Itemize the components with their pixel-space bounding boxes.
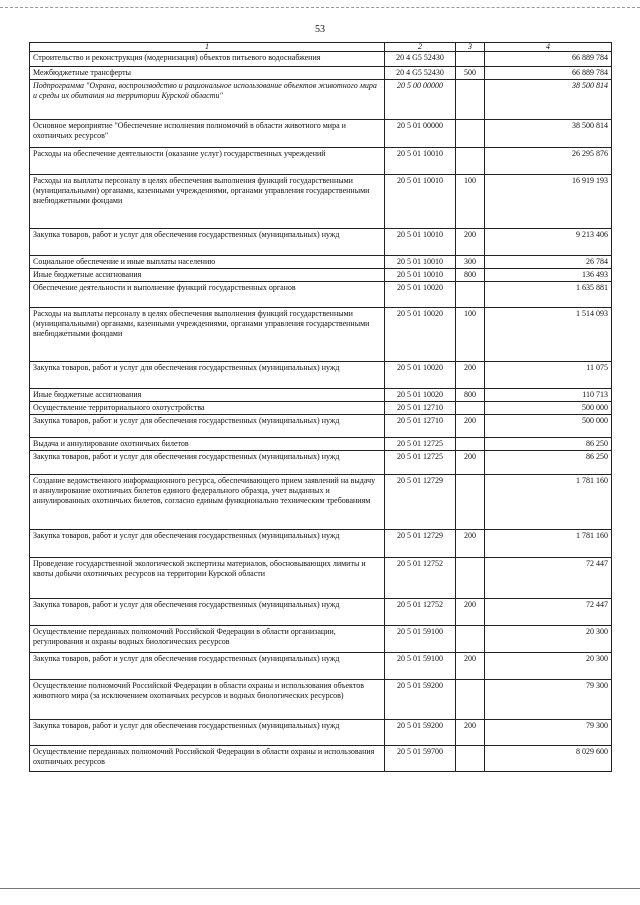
row-code: 20 5 01 59700 (385, 746, 456, 772)
row-vr (456, 402, 485, 415)
row-sum: 20 300 (485, 653, 612, 680)
row-sum: 79 300 (485, 680, 612, 720)
table-row (30, 282, 612, 308)
row-sum: 1 514 093 (485, 308, 612, 362)
row-name: Подпрограмма "Охрана, воспроизводство и рациональное использование объектов животного мира и среды их обитания на территории Курской области" (30, 80, 385, 120)
table-row (30, 475, 612, 530)
row-sum: 9 213 406 (485, 229, 612, 256)
row-sum: 1 781 160 (485, 530, 612, 558)
row-sum: 79 300 (485, 720, 612, 746)
row-code: 20 5 01 12729 (385, 475, 456, 530)
row-name: Осуществление территориального охотустройства (30, 402, 385, 415)
row-code: 20 5 01 12752 (385, 558, 456, 599)
row-name: Проведение государственной экологической экспертизы материалов, обосновывающих лимиты и квоты добычи охотничьих ресурсов на территории Курской области (30, 558, 385, 599)
row-vr: 200 (456, 362, 485, 389)
page-number: 53 (315, 24, 325, 35)
row-sum: 136 493 (485, 269, 612, 282)
row-code: 20 5 01 10010 (385, 148, 456, 175)
row-vr: 800 (456, 389, 485, 402)
row-sum: 72 447 (485, 599, 612, 626)
row-code: 20 5 01 10010 (385, 229, 456, 256)
row-sum: 86 250 (485, 438, 612, 451)
row-name: Обеспечение деятельности и выполнение функций государственных органов (30, 282, 385, 308)
row-vr: 200 (456, 229, 485, 256)
row-vr: 200 (456, 599, 485, 626)
row-sum: 86 250 (485, 451, 612, 475)
row-sum: 72 447 (485, 558, 612, 599)
row-sum: 66 889 784 (485, 67, 612, 80)
row-sum: 38 500 814 (485, 80, 612, 120)
row-code: 20 5 00 00000 (385, 80, 456, 120)
table-row (30, 175, 612, 229)
row-vr (456, 438, 485, 451)
table-row (30, 308, 612, 362)
row-name: Закупка товаров, работ и услуг для обеспечения государственных (муниципальных) нужд (30, 451, 385, 475)
row-name: Осуществление полномочий Российской Федерации в области охраны и использования объектов животного мира (за исключением охотничьих ресурсов и водных биологических ресурсов) (30, 680, 385, 720)
table-row (30, 653, 612, 680)
table-row (30, 229, 612, 256)
row-sum: 500 000 (485, 415, 612, 438)
row-sum: 8 029 600 (485, 746, 612, 772)
table-row (30, 680, 612, 720)
row-vr: 200 (456, 530, 485, 558)
table-row (30, 530, 612, 558)
table-row (30, 720, 612, 746)
row-code: 20 5 01 59200 (385, 680, 456, 720)
row-vr (456, 282, 485, 308)
table-row (30, 256, 612, 269)
row-vr: 300 (456, 256, 485, 269)
header-col-1: 1 (30, 43, 385, 52)
row-sum: 11 075 (485, 362, 612, 389)
row-code: 20 5 01 12725 (385, 451, 456, 475)
row-code: 20 5 01 00000 (385, 120, 456, 148)
table-row (30, 269, 612, 282)
row-sum: 16 919 193 (485, 175, 612, 229)
budget-table (29, 42, 612, 772)
table-row (30, 52, 612, 67)
row-sum: 20 300 (485, 626, 612, 653)
row-code: 20 5 01 10020 (385, 308, 456, 362)
row-sum: 38 500 814 (485, 120, 612, 148)
table-body (30, 52, 612, 772)
row-name: Строительство и реконструкция (модернизация) объектов питьевого водоснабжения (30, 52, 385, 67)
row-vr (456, 148, 485, 175)
row-name: Иные бюджетные ассигнования (30, 269, 385, 282)
row-code: 20 5 01 12710 (385, 402, 456, 415)
row-name: Расходы на выплаты персоналу в целях обеспечения выполнения функций государственными (муниципальными) органами, казенными учреждениями, органами управления государственными внебюджетными фондами (30, 308, 385, 362)
header-col-3: 3 (456, 43, 485, 52)
row-code: 20 5 01 10010 (385, 256, 456, 269)
scan-edge-top (0, 7, 640, 8)
row-name: Выдача и аннулирование охотничьих билетов (30, 438, 385, 451)
row-sum: 1 635 881 (485, 282, 612, 308)
row-code: 20 5 01 10020 (385, 389, 456, 402)
table-row (30, 626, 612, 653)
row-name: Межбюджетные трансферты (30, 67, 385, 80)
row-vr (456, 746, 485, 772)
row-name: Закупка товаров, работ и услуг для обеспечения государственных (муниципальных) нужд (30, 415, 385, 438)
header-col-2: 2 (385, 43, 456, 52)
row-sum: 66 889 784 (485, 52, 612, 67)
row-vr: 800 (456, 269, 485, 282)
row-name: Создание ведомственного информационного ресурса, обеспечивающего прием заявлений на выдачу и аннулирование охотничьих билетов единого федерального образца, учет выданных и аннулированных охотничьих билетов, согласно единым функционально техническим требованиям (30, 475, 385, 530)
row-code: 20 5 01 10010 (385, 269, 456, 282)
row-code: 20 5 01 10020 (385, 362, 456, 389)
row-code: 20 4 G5 52430 (385, 67, 456, 80)
row-vr: 500 (456, 67, 485, 80)
row-vr (456, 680, 485, 720)
table-row (30, 599, 612, 626)
table-row (30, 402, 612, 415)
row-name: Закупка товаров, работ и услуг для обеспечения государственных (муниципальных) нужд (30, 720, 385, 746)
row-name: Закупка товаров, работ и услуг для обеспечения государственных (муниципальных) нужд (30, 362, 385, 389)
table-row (30, 80, 612, 120)
row-name: Закупка товаров, работ и услуг для обеспечения государственных (муниципальных) нужд (30, 530, 385, 558)
table-row (30, 746, 612, 772)
table-row (30, 558, 612, 599)
row-vr: 200 (456, 451, 485, 475)
table-row (30, 362, 612, 389)
row-code: 20 5 01 12725 (385, 438, 456, 451)
row-code: 20 5 01 59100 (385, 653, 456, 680)
row-name: Осуществление переданных полномочий Российской Федерации в области организации, регулирования и охраны водных биологических ресурсов (30, 626, 385, 653)
row-vr: 100 (456, 308, 485, 362)
row-name: Социальное обеспечение и иные выплаты населению (30, 256, 385, 269)
row-sum: 500 000 (485, 402, 612, 415)
row-sum: 26 295 876 (485, 148, 612, 175)
row-sum: 26 784 (485, 256, 612, 269)
row-code: 20 5 01 59100 (385, 626, 456, 653)
row-name: Закупка товаров, работ и услуг для обеспечения государственных (муниципальных) нужд (30, 599, 385, 626)
row-code: 20 4 G5 52430 (385, 52, 456, 67)
row-vr: 200 (456, 720, 485, 746)
row-code: 20 5 01 10020 (385, 282, 456, 308)
row-sum: 1 781 160 (485, 475, 612, 530)
row-name: Осуществление переданных полномочий Российской Федерации в области охраны и использования охотничьих ресурсов (30, 746, 385, 772)
row-name: Расходы на обеспечение деятельности (оказание услуг) государственных учреждений (30, 148, 385, 175)
row-vr (456, 626, 485, 653)
row-code: 20 5 01 59200 (385, 720, 456, 746)
row-name: Закупка товаров, работ и услуг для обеспечения государственных (муниципальных) нужд (30, 653, 385, 680)
row-vr: 200 (456, 415, 485, 438)
row-code: 20 5 01 12710 (385, 415, 456, 438)
row-code: 20 5 01 12729 (385, 530, 456, 558)
row-vr: 100 (456, 175, 485, 229)
header-row (30, 43, 612, 52)
row-name: Основное мероприятие "Обеспечение исполнения полномочий в области животного мира и охотничьих ресурсов" (30, 120, 385, 148)
row-vr (456, 475, 485, 530)
row-sum: 110 713 (485, 389, 612, 402)
table-row (30, 67, 612, 80)
row-vr (456, 52, 485, 67)
row-vr (456, 80, 485, 120)
header-col-4: 4 (485, 43, 612, 52)
row-vr: 200 (456, 653, 485, 680)
table-row (30, 120, 612, 148)
table-row (30, 415, 612, 438)
row-name: Расходы на выплаты персоналу в целях обеспечения выполнения функций государственными (муниципальными) органами, казенными учреждениями, органами управления государственными внебюджетными фондами (30, 175, 385, 229)
row-code: 20 5 01 12752 (385, 599, 456, 626)
table-row (30, 438, 612, 451)
row-vr (456, 120, 485, 148)
scan-edge-bottom (0, 888, 640, 889)
table-row (30, 389, 612, 402)
row-name: Иные бюджетные ассигнования (30, 389, 385, 402)
table-row (30, 148, 612, 175)
row-vr (456, 558, 485, 599)
table-row (30, 451, 612, 475)
row-name: Закупка товаров, работ и услуг для обеспечения государственных (муниципальных) нужд (30, 229, 385, 256)
row-code: 20 5 01 10010 (385, 175, 456, 229)
